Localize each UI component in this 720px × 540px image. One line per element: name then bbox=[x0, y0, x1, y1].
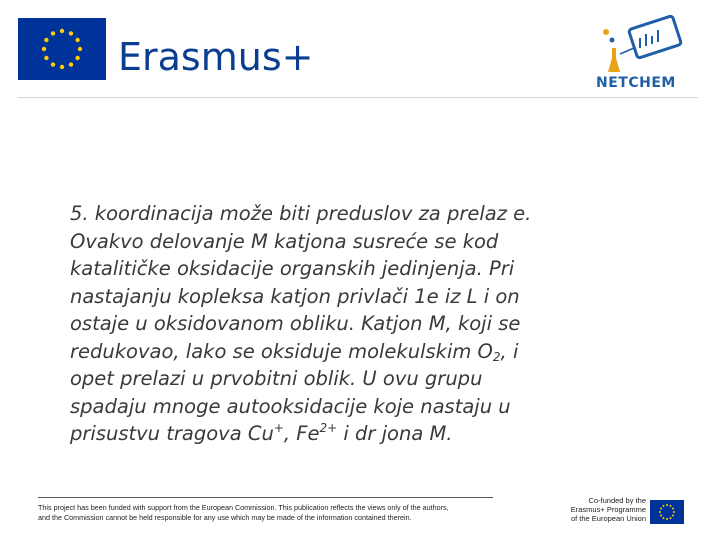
funding-disclaimer bbox=[38, 503, 518, 523]
eu-flag-logo bbox=[18, 18, 106, 80]
eu-flag-small-logo bbox=[650, 500, 684, 524]
body-line: spadaju mnoge autooksidacije koje nastaju u bbox=[70, 394, 511, 418]
body-line: opet prelazi u prvobitni oblik. U ovu grupu bbox=[70, 367, 483, 390]
header-divider bbox=[18, 97, 698, 98]
body-line: 5. koordinacija može biti preduslov za prelaz e. bbox=[70, 202, 532, 225]
body-line: ostaje u oksidovanom obliku. Katjon M, koji se bbox=[70, 312, 521, 335]
body-line: Ovakvo delovanje M katjona susreće se kod bbox=[70, 229, 499, 253]
body-line: katalitičke oksidacije organskih jedinjenja. Pri bbox=[70, 257, 515, 280]
eu-stars-small-icon bbox=[650, 500, 684, 524]
netchem-emblem-icon bbox=[590, 10, 690, 80]
footer-divider bbox=[38, 497, 493, 498]
cofunded-label: Co-funded by the Erasmus+ Programme of the European Union bbox=[570, 496, 646, 523]
disclaimer-line: This project has been funded with support from the European Commission. This publication reflects the views only of the authors, bbox=[38, 503, 449, 512]
erasmus-plus-logo-text: Erasmus+ bbox=[118, 35, 314, 79]
eu-stars-icon bbox=[18, 18, 106, 80]
body-line: redukovao, lako se oksiduje molekulskim $O_2$, i bbox=[70, 339, 519, 364]
netchem-logo-text: NETCHEM bbox=[596, 75, 676, 91]
body-line: prisustvu tragova Cu+, $Fe^{2+}$ i dr jona M. bbox=[70, 421, 453, 445]
slide-body-text bbox=[70, 200, 700, 448]
disclaimer-line: and the Commission cannot be held responsible for any use which may be made of the information contained therein. bbox=[38, 513, 412, 522]
body-line: nastajanju kopleksa katjon privlači 1e iz L i on bbox=[70, 284, 520, 308]
